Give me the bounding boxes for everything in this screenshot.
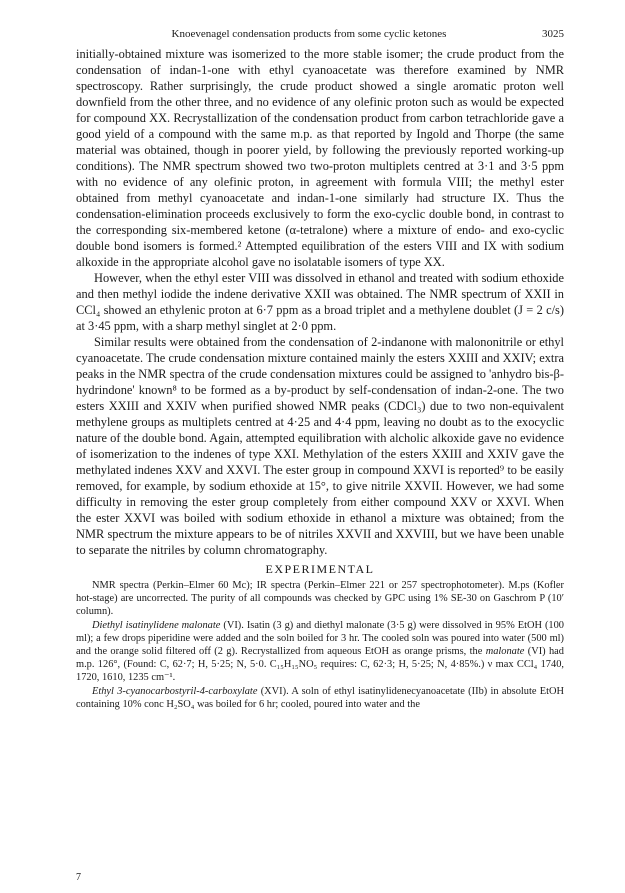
compound-name: Diethyl isatinylidene malonate xyxy=(92,619,221,631)
page xyxy=(76,28,564,711)
paragraph-text: (VI). Isatin (3 g) and diethyl malonate (3·5 g) were dissolved in 95% EtOH (100 ml); a few drops piperidine were added and the soln boiled for 3 hr. The cooled soln was poured into water (500 ml) and the orange solid filtered off (2 g). Recrystallized from aqueous EtOH as orange prisms, the xyxy=(76,619,565,658)
paragraph-text: (VI) had m.p. 126°, (Found: C, 62·7; H, 5·25; N, 5·0. C₁₅H₁₅NO₅ requires: C, 62·3; H, 5·25; N, 4·85%.) ν max CCl₄ 1740, 1720, 1610, 1235 cm⁻¹. xyxy=(76,646,564,684)
section-heading: EXPERIMENTAL xyxy=(265,562,375,576)
experimental-paragraph xyxy=(76,685,564,711)
body-paragraph: However, when the ethyl ester VIII was dissolved in ethanol and treated with sodium ethoxide and then methyl iodide the indene derivative XXII was obtained. The NMR spectrum of XXII in CCl₄ showed an ethylenic proton at 6·7 ppm as a broad triplet and a methylene doublet (J = 2 c/s) at 3·45 ppm, with a sharp methyl singlet at 2·0 ppm. xyxy=(76,271,564,333)
body-paragraph: Similar results were obtained from the condensation of 2-indanone with malononitrile or ethyl cyanoacetate. The crude condensation mixture contained mainly the esters XXIII and XXIV; extra peaks in the NMR spectra of the crude condensation mixtures could be assigned to 'anhydro bis-β-hydrindone' known⁸ to be formed as a by-product by self-condensation of indan-2-one. The two esters XXIII and XXIV when purified showed NMR peaks (CDCl₃) due to two non-equivalent methylene groups as multiplets centred at 4·25 and 4·4 ppm, leaving no doubt as to the exocyclic nature of the double bond. Again, attempted equilibration with alcholic alkoxide gave no evidence of isomerization to the indenes of type XXI. Methylation of the esters XXIII and XXIV gave the methylated indenes XXV and XXVI. The ester group in compound XXVI is reported⁹ to be easily removed, for example, by sodium ethoxide at 15°, to give nitrile XXVII. However, we had some difficulty in removing the ester group completely from either compound XXV or XXVI. When the ester XXVI was boiled with sodium ethoxide in ethanol a mixture was obtained; from the NMR spectrum the mixture appears to be of nitriles XXVII and XXVIII, but we have been unable to separate the nitriles by column chromatography. xyxy=(76,335,564,557)
paragraph-text: (XVI). A soln of ethyl isatinylidenecyanoacetate (IIb) in absolute EtOH containing 10% conc H₂SO₄ was boiled for 6 hr; cooled, poured into water and the xyxy=(76,685,564,710)
body-paragraph: initially-obtained mixture was isomerized to the more stable isomer; the crude product from the condensation of indan-1-one with ethyl cyanoacetate was therefore examined by NMR spectroscopy. Rather surprisingly, the crude product showed a single aromatic proton well downfield from the other three, and no evidence of any olefinic proton such as would be expected for compound XX. Recrystallization of the condensation product from carbon tetrachloride gave a good yield of a compound with the same m.p. as that reported by Ingold and Thorpe (the same material was obtained, though in poorer yield, by following the previously reported working-up conditions). The NMR spectrum showed two two-proton multiplets centred at 3·1 and 3·5 ppm with no evidence of any olefinic proton, in agreement with formula VIII; the methyl ester obtained from methyl cyanoacetate and indan-1-one similarly had structure IX. Thus the condensation-elimination proceeds exclusively to form the exo-cyclic double bond, in contrast to the corresponding six-membered ketone (α-tetralone) where a mixture of endo- and exo-cyclic double bond isomers is formed.² Attempted equilibration of the esters VIII and IX with sodium alkoxide in the appropriate alcohol gave no isolatable isomers of type XX. xyxy=(76,47,564,269)
footer-signature: 7 xyxy=(76,872,81,883)
running-header xyxy=(76,28,564,46)
running-title: Knoevenagel condensation products from some cyclic ketones xyxy=(171,28,447,40)
compound-name: malonate xyxy=(485,646,525,658)
page-number: 3025 xyxy=(542,28,564,40)
experimental-intro: NMR spectra (Perkin–Elmer 60 Mc); IR spectra (Perkin–Elmer 221 or 257 spectrophotometer). M.ps (Kofler hot-stage) are uncorrected. The purity of all compounds was checked by GPC using 1% SE-30 on Gaschrom P (10′ column). xyxy=(76,580,564,618)
experimental-paragraph xyxy=(76,619,564,685)
compound-name: Ethyl 3-cyanocarbostyril-4-carboxylate xyxy=(92,685,258,697)
